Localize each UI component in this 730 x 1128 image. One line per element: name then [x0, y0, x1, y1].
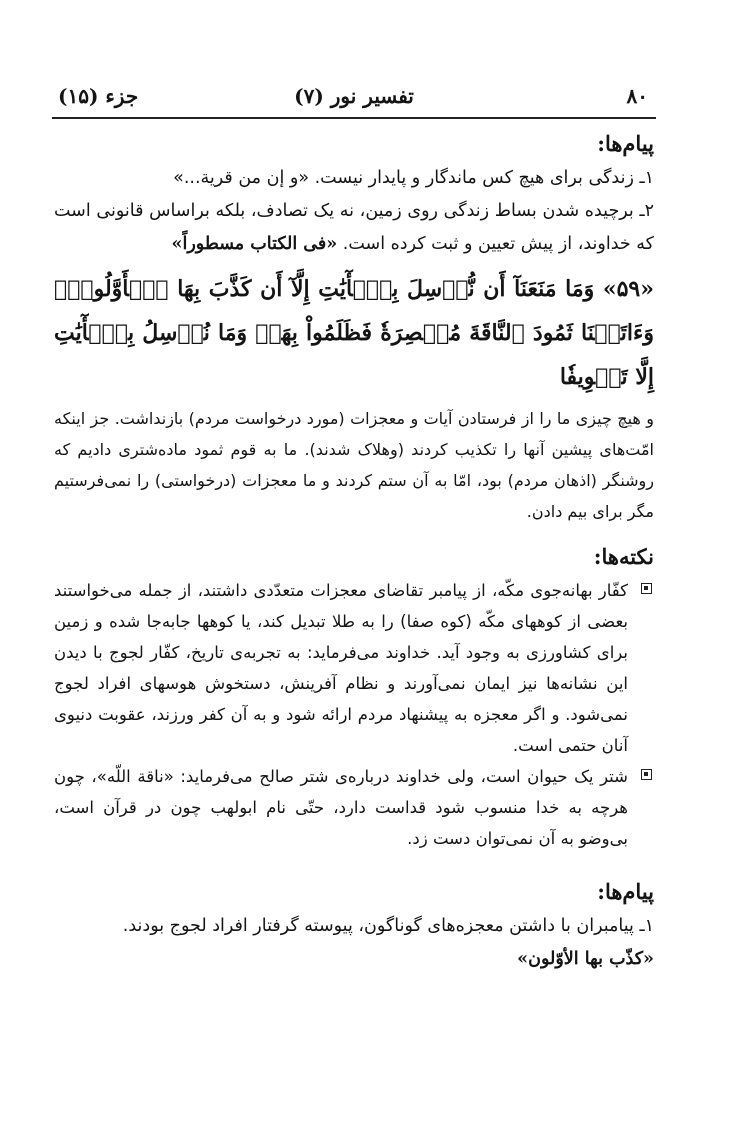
- verse-translation: و هیچ چیزی ما را از فرستادن آیات و معجزات (مورد درخواست مردم) بازنداشت. جز اینکه امّت‌های پیشین آنها را تکذیب کردند (وهلاک شدند). ما به قوم ثمود ماده‌شتری دادیم که روشنگر (اذهان مردم) بود، امّا به آن ستم کردند و ما معجزات (درخواستی) را نمی‌فرستیم مگر برای بیم دادن.: [54, 409, 654, 521]
- juz-label: جزء (۱۵): [58, 84, 139, 108]
- header-rule: [52, 117, 656, 119]
- messages-heading-2: پیام‌ها:: [597, 879, 654, 904]
- messages-heading-1: پیام‌ها:: [597, 131, 654, 156]
- quran-verse: «۵۹» وَمَا مَنَعَنَآ أَن نُّرۡسِلَ بِٱلۡأٓيَٰتِ إِلَّآ أَن كَذَّبَ بِهَا ٱلۡأَوَّلُونَۚ وَءَاتَيۡنَا ثَمُودَ ٱلنَّاقَةَ مُبۡصِرَةٗ فَظَلَمُواْ بِهَاۚ وَمَا نُرۡسِلُ بِٱلۡأٓيَٰتِ إِلَّا تَخۡوِيفٗا: [54, 276, 654, 390]
- message2-item-1-quote: «کذّب بها الأوّلون»: [517, 949, 654, 969]
- message-item-2-text: ۲ـ برچیده شدن بساط زندگی روی زمین، نه یک تصادف، بلکه براساس قانونی است که خداوند، از پیش تعیین و ثبت کرده است.: [54, 201, 654, 254]
- note-item-1: [54, 575, 654, 761]
- square-bullet-icon: [641, 769, 652, 780]
- page-header: [54, 82, 654, 116]
- messages-section-2: [54, 874, 654, 976]
- messages-section-1: [54, 126, 654, 261]
- square-bullet-icon: [641, 583, 652, 594]
- message-item-2-quote: «فی الکتاب مسطوراً»: [171, 234, 338, 254]
- note-item-2: [54, 761, 654, 854]
- notes-heading: نکته‌ها:: [593, 544, 654, 569]
- notes-section: [54, 539, 654, 854]
- message2-item-1: ۱ـ پیامبران با داشتن معجزه‌های گوناگون، پیوسته گرفتار افراد لجوج بودند.: [122, 916, 654, 936]
- page-number: ۸۰: [626, 84, 648, 108]
- book-title: تفسیر نور (۷): [294, 84, 414, 108]
- note-item-1-text: کفّار بهانه‌جوی مکّه، از پیامبر تقاضای معجزات متعدّدی داشتند، از جمله می‌خواستند بعضی از کوههای مکّه (کوه صفا) را به طلا تبدیل کند، یا کوهها جابه‌جا شده و زمین برای کشاورزی به وجود آید. خداوند می‌فرماید: به تجربه‌ی تاریخ، کفّار لجوج با دیدن این نشانه‌ها نیز ایمان نمی‌آورند و نظام آفرینش، دستخوش هوسهای افراد لجوج نمی‌شود. و اگر معجزه به پیشنهاد مردم ارائه شود و به آن کفر ورزند، عقوبت دنیوی آنان حتمی است.: [54, 581, 628, 755]
- message-item-2: [54, 195, 654, 261]
- page-body: [54, 126, 654, 976]
- note-item-2-text: شتر یک حیوان است، ولی خداوند درباره‌ی شتر صالح می‌فرماید: «ناقة اللّه»، چون هرچه به خدا منسوب شود قداست دارد، حتّی نام ابولهب چون در قرآن است، بی‌وضو به آن نمی‌توان دست زد.: [54, 767, 628, 848]
- message-item-1: ۱ـ زندگی برای هیچ کس ماندگار و پایدار نیست. «و إن من قریة...»: [173, 168, 654, 188]
